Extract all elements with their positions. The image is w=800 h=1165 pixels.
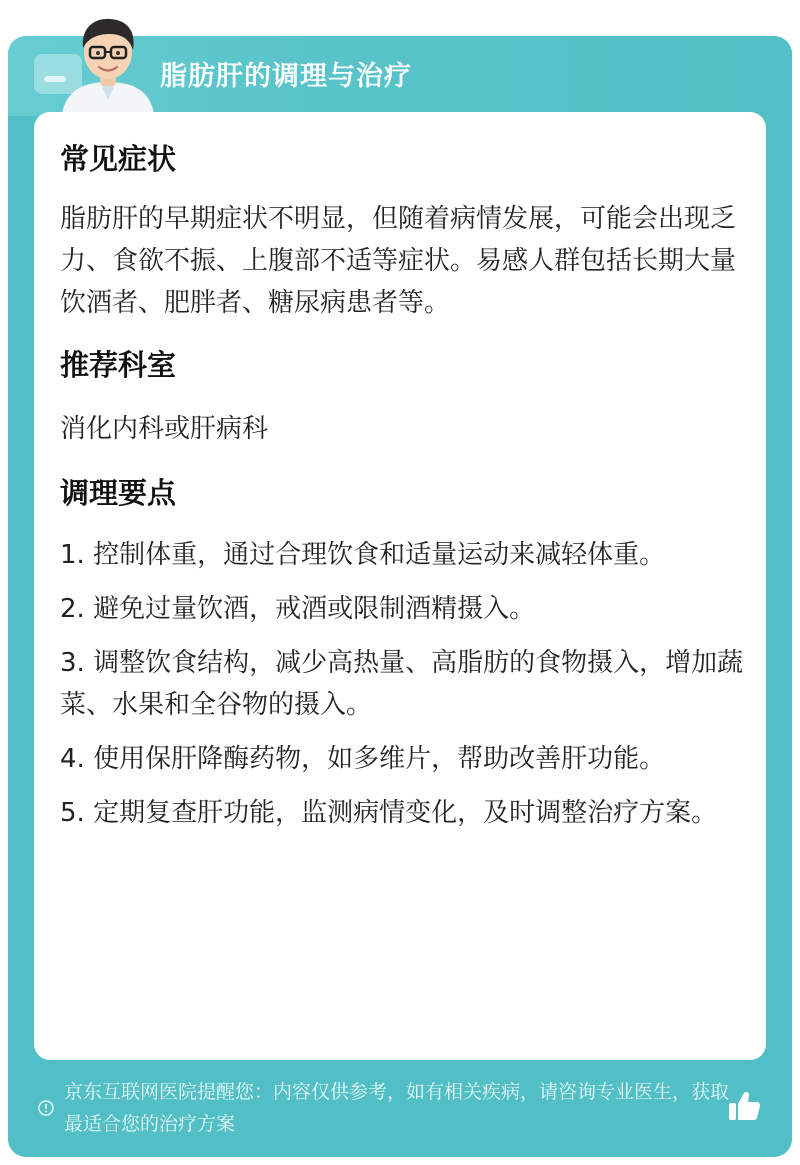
article-container: [8, 36, 792, 1157]
tip-item: 2. 避免过量饮酒，戒酒或限制酒精摄入。: [60, 594, 536, 624]
tip-item: 3. 调整饮食结构，减少高热量、高脂肪的食物摄入，增加蔬菜、水果和全谷物的摄入。: [60, 648, 744, 720]
doctor-avatar: [48, 10, 168, 114]
header-band: [8, 36, 792, 116]
info-icon: [38, 1100, 54, 1116]
tip-item: 1. 控制体重，通过合理饮食和适量运动来减轻体重。: [60, 540, 666, 570]
tip-item: 5. 定期复查肝功能，监测病情变化，及时调整治疗方案。: [60, 798, 718, 828]
symptoms-text: 脂肪肝的早期症状不明显，但随着病情发展，可能会出现乏力、食欲不振、上腹部不适等症状。易感人群包括长期大量饮酒者、肥胖者、糖尿病患者等。: [60, 204, 737, 318]
page-title: 脂肪肝的调理与治疗: [160, 61, 412, 92]
department-heading: 推荐科室: [60, 348, 177, 382]
footer-notice: 京东互联网医院提醒您：内容仅供参考，如有相关疾病，请咨询专业医生，获取最适合您的治疗方案: [64, 1081, 730, 1135]
tips-heading: 调理要点: [60, 476, 177, 510]
department-text: 消化内科或肝病科: [60, 414, 269, 444]
tip-item: 4. 使用保肝降酶药物，如多维片，帮助改善肝功能。: [60, 744, 666, 774]
content-card: [34, 112, 766, 1060]
thumbs-up-icon[interactable]: [726, 1088, 762, 1124]
symptoms-heading: 常见症状: [60, 142, 177, 176]
